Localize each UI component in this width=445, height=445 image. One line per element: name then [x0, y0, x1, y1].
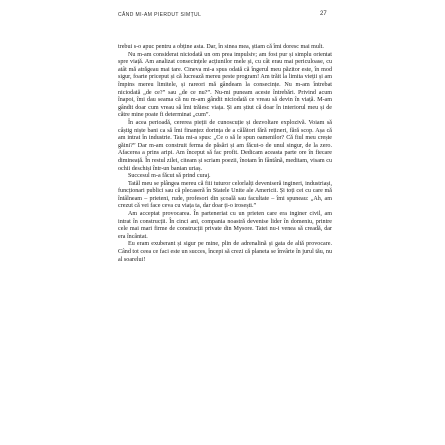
paragraph: Am acceptat provocarea. În parteneriat cu un prieten care era inginer civil, am intrat în construcții. În cinci ani, compania noastră devenise lider în domeniu, printre cele mai mari firme de construcții private din Mysore. Tatei nu-i venea să creadă, dar era încântat.	[118, 211, 332, 240]
running-header: CÂND MI-AM PIERDUT SIMȚUL	[118, 12, 202, 18]
paragraph: trebui s-o apuc pentru a obține asta. Dar, în sinea mea, știam că îmi doresc mai mult.	[118, 44, 324, 50]
paragraph: Tatăl meu se plângea mereu că fiii tuturor celorlalți deveniseră ingineri, industriași, funcționari publici sau că plecaseră în Statele Unite ale Americii. Și toți cei cu care mă întâlneam – prieteni, rude, profesori din școală sau facultate – îmi spuneau: „Ah, am crezut că vei face ceva cu viața ta, dar doar ți-o irosești.”	[118, 180, 332, 210]
paragraph: Nu m-am considerat niciodată un om prea impulsiv; am fost pur și simplu orientat spre viață. Am analizat consecințele acțiunilor mele și, cu cât erau mai periculoase, cu atât mă atrăgeau mai tare. Cineva mi-a spus odată că îngerul meu păzitor este, în mod sigur, foarte priceput și că lucrează mereu peste program! Am trăit la limita vieții și am împins mereu limitele, și rareori mă gândeam la consecințe. Nu m-am întrebat niciodată „de ce?” sau „de ce nu?”. Nu-mi puneam aceste întrebări. Privind acum înapoi, îmi dau seama că nu m-am gândit niciodată ce vreau să devin în viață. M-am gândit doar cum vreau să îmi trăiesc viața. Și am știut că doar în interiorul meu și de către mine poate fi determinat „cum”.	[118, 51, 332, 119]
page-number: 27	[320, 11, 327, 17]
paragraph: Eu eram exuberant și sigur pe mine, plin de adrenalină și gata de altă provocare. Când tot ceea ce faci este un succes, începi să crezi că planeta se învârte în jurul tău, nu al soarelui!	[118, 241, 332, 263]
paragraph: În acea perioadă, cererea pieții de cunoscuție și dezvoltare explozivă. Voiam să câștig niște bani ca să îmi finanțez dorința de a călători fără rețineri, fără scop. Așa că am intrat în industrie. Tata mi-a spus: „Ce o să le spun oamenilor? Că fiul meu crește găini?” Dar m-am construit ferma de păsări și am făcut-o de unul singur, de la zero. Afacerea a prins aripi. Am început să fac profit. Dedicam aceasta parte ore în fiecare dimineață. În restul zilei, citeam și scriam poezii, înotam în fântână, meditam, visam cu ochii deschiși într-un banian uriaș.	[118, 119, 332, 172]
paragraph: Succesul m-a făcut să prind curaj.	[128, 173, 211, 180]
body-text	[118, 44, 332, 264]
